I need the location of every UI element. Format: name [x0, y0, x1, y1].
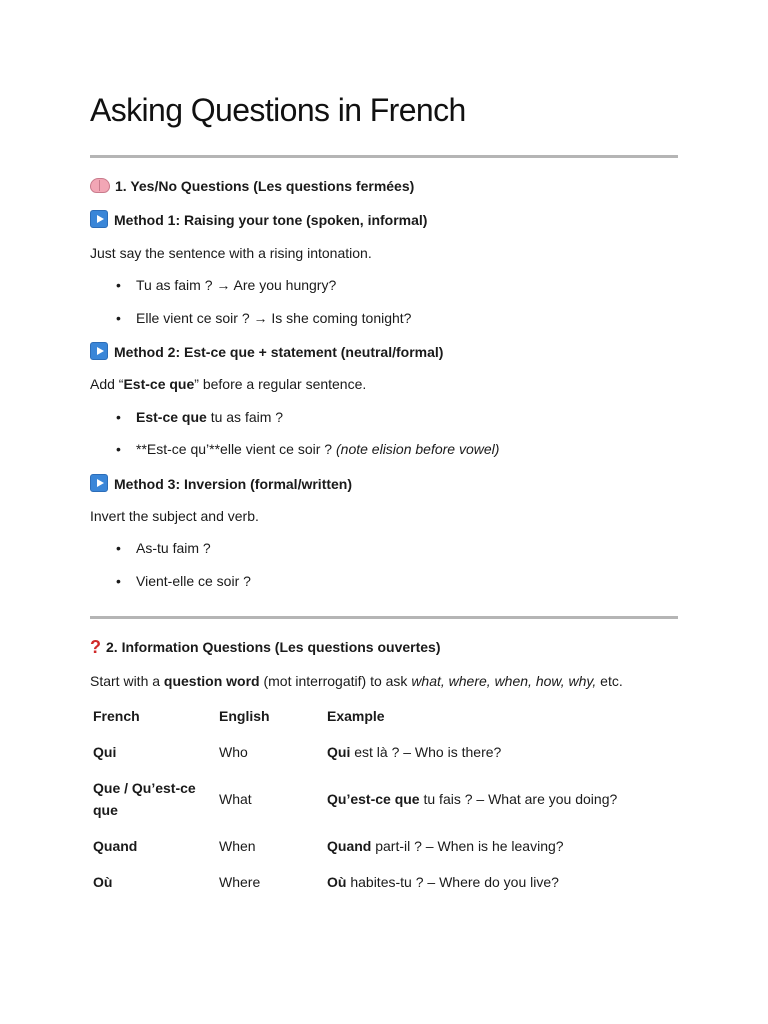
play-button-icon — [90, 474, 108, 492]
section2-intro-pre: Start with a — [90, 673, 164, 689]
example-bold: Qu’est-ce que — [327, 791, 420, 807]
method3-heading — [90, 474, 352, 494]
example-bold: Où — [327, 874, 347, 890]
table-cell-french: Quand — [93, 838, 138, 854]
table-cell-french-line-1: Que / Qu’est-ce — [93, 780, 196, 796]
red-question-mark-icon: ? — [90, 637, 101, 657]
section1-heading — [90, 176, 414, 196]
table-cell-example — [327, 788, 617, 810]
divider — [90, 616, 678, 619]
example-bold: Qui — [327, 744, 351, 760]
method2-example-1-rest: tu as faim ? — [206, 409, 284, 425]
play-button-icon — [90, 342, 108, 360]
table-cell-example — [327, 871, 559, 893]
table-cell-french — [93, 777, 196, 821]
method3-example-2: • Vient-elle ce soir ? — [136, 571, 251, 591]
table-header-english: English — [219, 708, 270, 724]
method1-heading — [90, 210, 427, 230]
method3-intro: Invert the subject and verb. — [90, 508, 259, 524]
method2-heading-text: Method 2: Est-ce que + statement (neutral/formal) — [114, 344, 444, 360]
method2-intro-pre: Add “ — [90, 376, 124, 392]
example-bold: Quand — [327, 838, 372, 854]
method2-example-2-main: **Est-ce qu’**elle vient ce soir ? — [136, 441, 336, 457]
example-rest: est là ? – Who is there? — [350, 744, 502, 760]
method2-heading — [90, 342, 443, 362]
method1-intro: Just say the sentence with a rising intonation. — [90, 245, 372, 261]
page-title: Asking Questions in French — [90, 92, 466, 128]
divider — [90, 155, 678, 158]
section2-intro-post: etc. — [596, 673, 623, 689]
section2-intro — [90, 671, 623, 691]
table-cell-english: What — [219, 791, 252, 807]
table-cell-english: Who — [219, 744, 248, 760]
table-header-example: Example — [327, 708, 385, 724]
method1-example-2: • Elle vient ce soir ? → Is she coming tonight? — [136, 308, 411, 328]
section1-heading-text: 1. Yes/No Questions (Les questions fermées) — [115, 178, 415, 194]
table-cell-english: Where — [219, 874, 261, 890]
table-cell-french: Où — [93, 874, 113, 890]
section2-intro-italic: what, where, when, how, why, — [411, 673, 597, 689]
table-cell-example — [327, 741, 501, 763]
table-cell-example — [327, 835, 564, 857]
section2-intro-bold: question word — [163, 673, 260, 689]
table-header-french: French — [93, 708, 140, 724]
example-rest: tu fais ? – What are you doing? — [419, 791, 618, 807]
section2-intro-mid: (mot interrogatif) to ask — [259, 673, 412, 689]
method2-example-2-note: (note elision before vowel) — [336, 441, 500, 457]
table-cell-english: When — [219, 838, 256, 854]
method3-example-1: • As-tu faim ? — [136, 538, 211, 558]
method1-example-1: • Tu as faim ? → Are you hungry? — [136, 275, 336, 295]
example-rest: habites-tu ? – Where do you live? — [346, 874, 559, 890]
method3-heading-text: Method 3: Inversion (formal/written) — [114, 476, 353, 492]
method2-example-1 — [136, 407, 283, 427]
method2-intro — [90, 374, 366, 394]
method1-heading-text: Method 1: Raising your tone (spoken, informal) — [114, 212, 428, 228]
example-rest: part-il ? – When is he leaving? — [371, 838, 564, 854]
table-cell-french: Qui — [93, 744, 117, 760]
method2-intro-post: ” before a regular sentence. — [194, 376, 367, 392]
method2-example-2 — [136, 439, 499, 459]
method2-example-1-bold: Est-ce que — [136, 409, 207, 425]
brain-icon — [90, 178, 110, 193]
table-cell-french-line-2: que — [93, 802, 118, 818]
method2-intro-bold: Est-ce que — [123, 376, 195, 392]
play-button-icon — [90, 210, 108, 228]
section2-heading — [90, 637, 441, 657]
section2-heading-text: 2. Information Questions (Les questions ouvertes) — [106, 639, 441, 655]
